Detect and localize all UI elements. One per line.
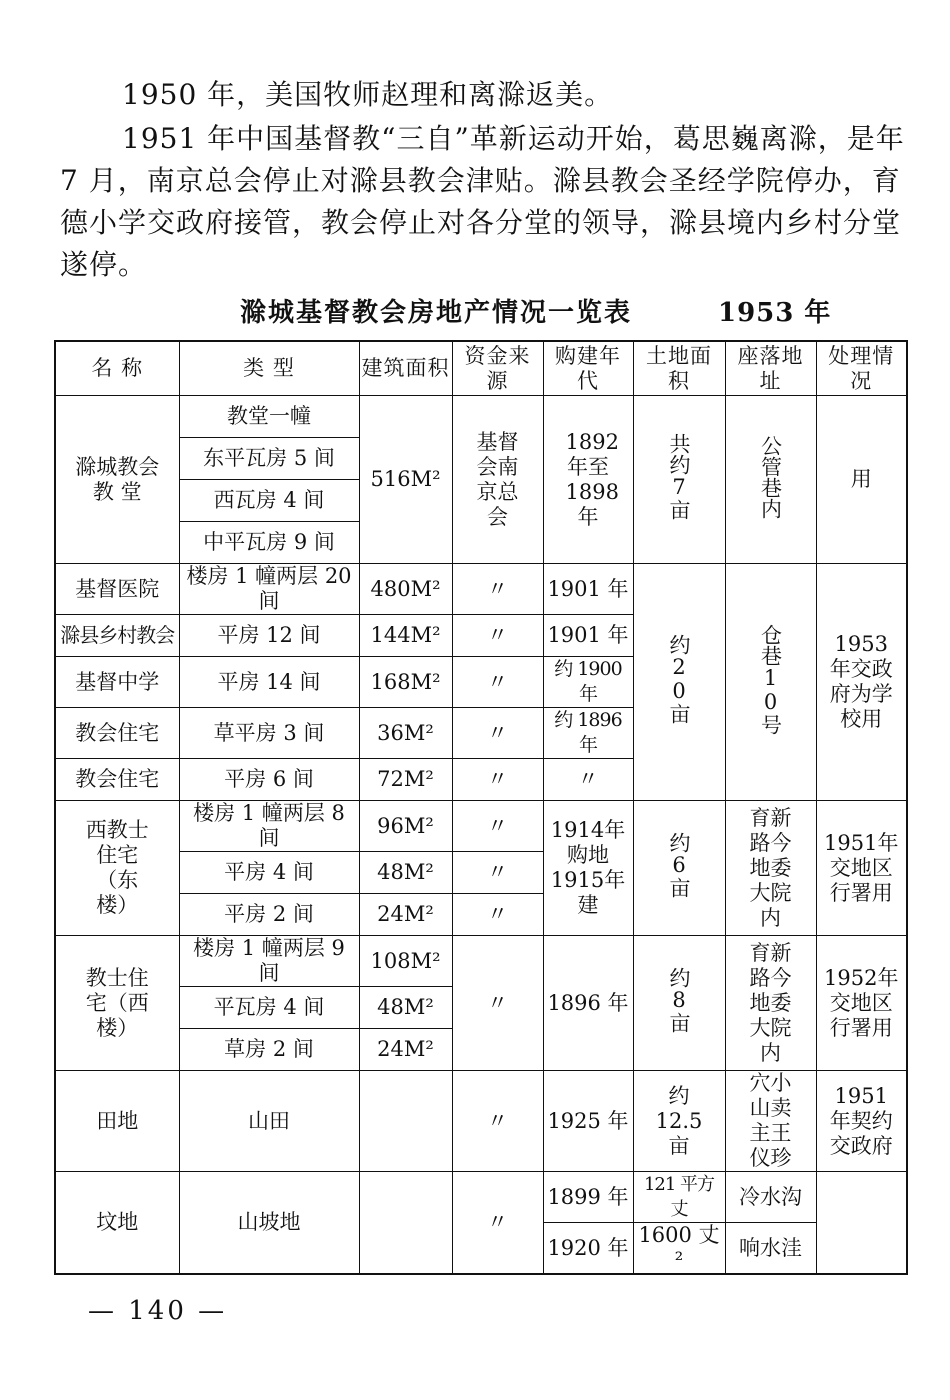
type-cell: 平瓦房 4 间	[179, 987, 359, 1029]
address-text: 公管巷内	[758, 434, 783, 519]
fund-cell: 〃	[452, 1071, 543, 1172]
area-cell: 96M²	[359, 801, 452, 852]
type-cell: 楼房 1 幢两层 20 间	[179, 564, 359, 615]
paragraph-1950	[60, 74, 908, 116]
type-cell: 西瓦房 4 间	[179, 480, 359, 522]
header-cell: 处理情况	[816, 341, 907, 396]
fund-cell: 〃	[452, 564, 543, 615]
header-cell: 购建年代	[543, 341, 633, 396]
page-number: — 140 —	[88, 1296, 228, 1326]
fund-cell: 〃	[452, 936, 543, 1071]
land-cell: 1600 丈²	[633, 1223, 725, 1275]
table-row	[55, 1071, 907, 1172]
area-cell: 24M²	[359, 1029, 452, 1071]
type-cell: 中平瓦房 9 间	[179, 522, 359, 564]
name-cell: 西教士住宅（东楼）	[55, 801, 179, 936]
year-cell: 1914年购地1915年建	[543, 801, 633, 936]
year-cell: 1892年至1898年	[543, 396, 633, 564]
type-cell: 平房 12 间	[179, 615, 359, 657]
area-cell: 108M²	[359, 936, 452, 987]
table-row	[55, 1172, 907, 1223]
header-cell: 名 称	[55, 341, 179, 396]
name-cell: 教会住宅	[55, 759, 179, 801]
year-cell: 1901 年	[543, 615, 633, 657]
fund-cell: 〃	[452, 657, 543, 708]
type-cell: 教堂一幢	[179, 396, 359, 438]
header-cell: 建筑面积	[359, 341, 452, 396]
area-cell: 516M²	[359, 396, 452, 564]
land-cell	[633, 396, 725, 564]
fund-cell: 〃	[452, 852, 543, 894]
area-cell: 72M²	[359, 759, 452, 801]
area-cell	[359, 1071, 452, 1172]
area-cell	[359, 1172, 452, 1275]
area-cell: 48M²	[359, 987, 452, 1029]
address-cell	[725, 396, 816, 564]
name-cell: 滁城教会教 堂	[55, 396, 179, 564]
address-cell: 冷水沟	[725, 1172, 816, 1223]
type-cell: 平房 14 间	[179, 657, 359, 708]
land-cell	[633, 801, 725, 936]
table-row	[55, 801, 907, 852]
status-cell: 1951年契约交政府	[816, 1071, 907, 1172]
name-cell: 基督医院	[55, 564, 179, 615]
header-cell: 资金来源	[452, 341, 543, 396]
type-cell: 山坡地	[179, 1172, 359, 1275]
table-row	[55, 564, 907, 615]
address-cell: 育新路今地委大院内	[725, 936, 816, 1071]
area-cell: 48M²	[359, 852, 452, 894]
type-cell: 平房 2 间	[179, 894, 359, 936]
area-cell: 144M²	[359, 615, 452, 657]
paragraph-1951	[60, 118, 908, 286]
status-cell: 用	[816, 396, 907, 564]
paragraph-text: 1950 年，美国牧师赵理和离滁返美。	[122, 78, 614, 111]
land-cell: 约12.5亩	[633, 1071, 725, 1172]
address-text: 仓巷10号	[758, 623, 783, 735]
area-cell: 480M²	[359, 564, 452, 615]
fund-cell: 〃	[452, 801, 543, 852]
land-text: 约8亩	[667, 967, 691, 1033]
type-cell: 楼房 1 幢两层 9 间	[179, 936, 359, 987]
fund-cell: 基督会南京总会	[452, 396, 543, 564]
status-cell: 1951年交地区行署用	[816, 801, 907, 936]
area-cell: 24M²	[359, 894, 452, 936]
fund-cell: 〃	[452, 615, 543, 657]
address-cell	[725, 564, 816, 801]
type-cell: 山田	[179, 1071, 359, 1172]
type-cell: 楼房 1 幢两层 8 间	[179, 801, 359, 852]
address-cell: 响水洼	[725, 1223, 816, 1275]
name-cell: 滁县乡村教会	[55, 615, 179, 657]
land-cell	[633, 564, 725, 801]
header-cell: 土地面积	[633, 341, 725, 396]
year-cell: 1901 年	[543, 564, 633, 615]
name-cell: 教士住宅（西楼）	[55, 936, 179, 1071]
name-cell: 基督中学	[55, 657, 179, 708]
header-cell: 座落地址	[725, 341, 816, 396]
year-cell: 1896 年	[543, 936, 633, 1071]
table-title: 滁城基督教会房地产情况一览表	[240, 298, 633, 328]
year-cell: 1899 年	[543, 1172, 633, 1223]
year-cell: 约 1896 年	[543, 708, 633, 759]
year-cell: 1925 年	[543, 1071, 633, 1172]
status-cell: 1953年交政府为学校用	[816, 564, 907, 801]
table-year: 1953 年	[718, 298, 832, 328]
type-cell: 平房 6 间	[179, 759, 359, 801]
land-cell	[633, 936, 725, 1071]
land-cell: 121 平方丈	[633, 1172, 725, 1223]
paragraph-text: 1951 年中国基督教“三自”革新运动开始，葛思巍离滁，是年 7 月，南京总会停止对滁县教会津贴。滁县教会圣经学院停办，育德小学交政府接管，教会停止对各分堂的领导，滁县境内乡村分堂遂停。	[60, 122, 905, 281]
property-table	[54, 340, 908, 1275]
status-cell: 1952年交地区行署用	[816, 936, 907, 1071]
type-cell: 草平房 3 间	[179, 708, 359, 759]
address-cell: 育新路今地委大院内	[725, 801, 816, 936]
type-cell: 东平瓦房 5 间	[179, 438, 359, 480]
land-text: 约6亩	[667, 832, 691, 898]
year-cell: 1920 年	[543, 1223, 633, 1275]
name-cell: 田地	[55, 1071, 179, 1172]
name-cell: 教会住宅	[55, 708, 179, 759]
type-cell: 平房 4 间	[179, 852, 359, 894]
fund-cell: 〃	[452, 1172, 543, 1275]
area-cell: 36M²	[359, 708, 452, 759]
land-text: 共约7亩	[667, 433, 691, 520]
fund-cell: 〃	[452, 894, 543, 936]
year-cell: 约 1900 年	[543, 657, 633, 708]
table-header-row	[55, 341, 907, 396]
type-cell: 草房 2 间	[179, 1029, 359, 1071]
table-row	[55, 396, 907, 438]
land-text: 约20亩	[667, 634, 691, 724]
address-cell: 穴小山卖主王仪珍	[725, 1071, 816, 1172]
name-cell: 坟地	[55, 1172, 179, 1275]
fund-cell: 〃	[452, 708, 543, 759]
year-cell: 〃	[543, 759, 633, 801]
fund-cell: 〃	[452, 759, 543, 801]
table-row	[55, 936, 907, 987]
header-cell: 类 型	[179, 341, 359, 396]
area-cell: 168M²	[359, 657, 452, 708]
status-cell	[816, 1172, 907, 1275]
